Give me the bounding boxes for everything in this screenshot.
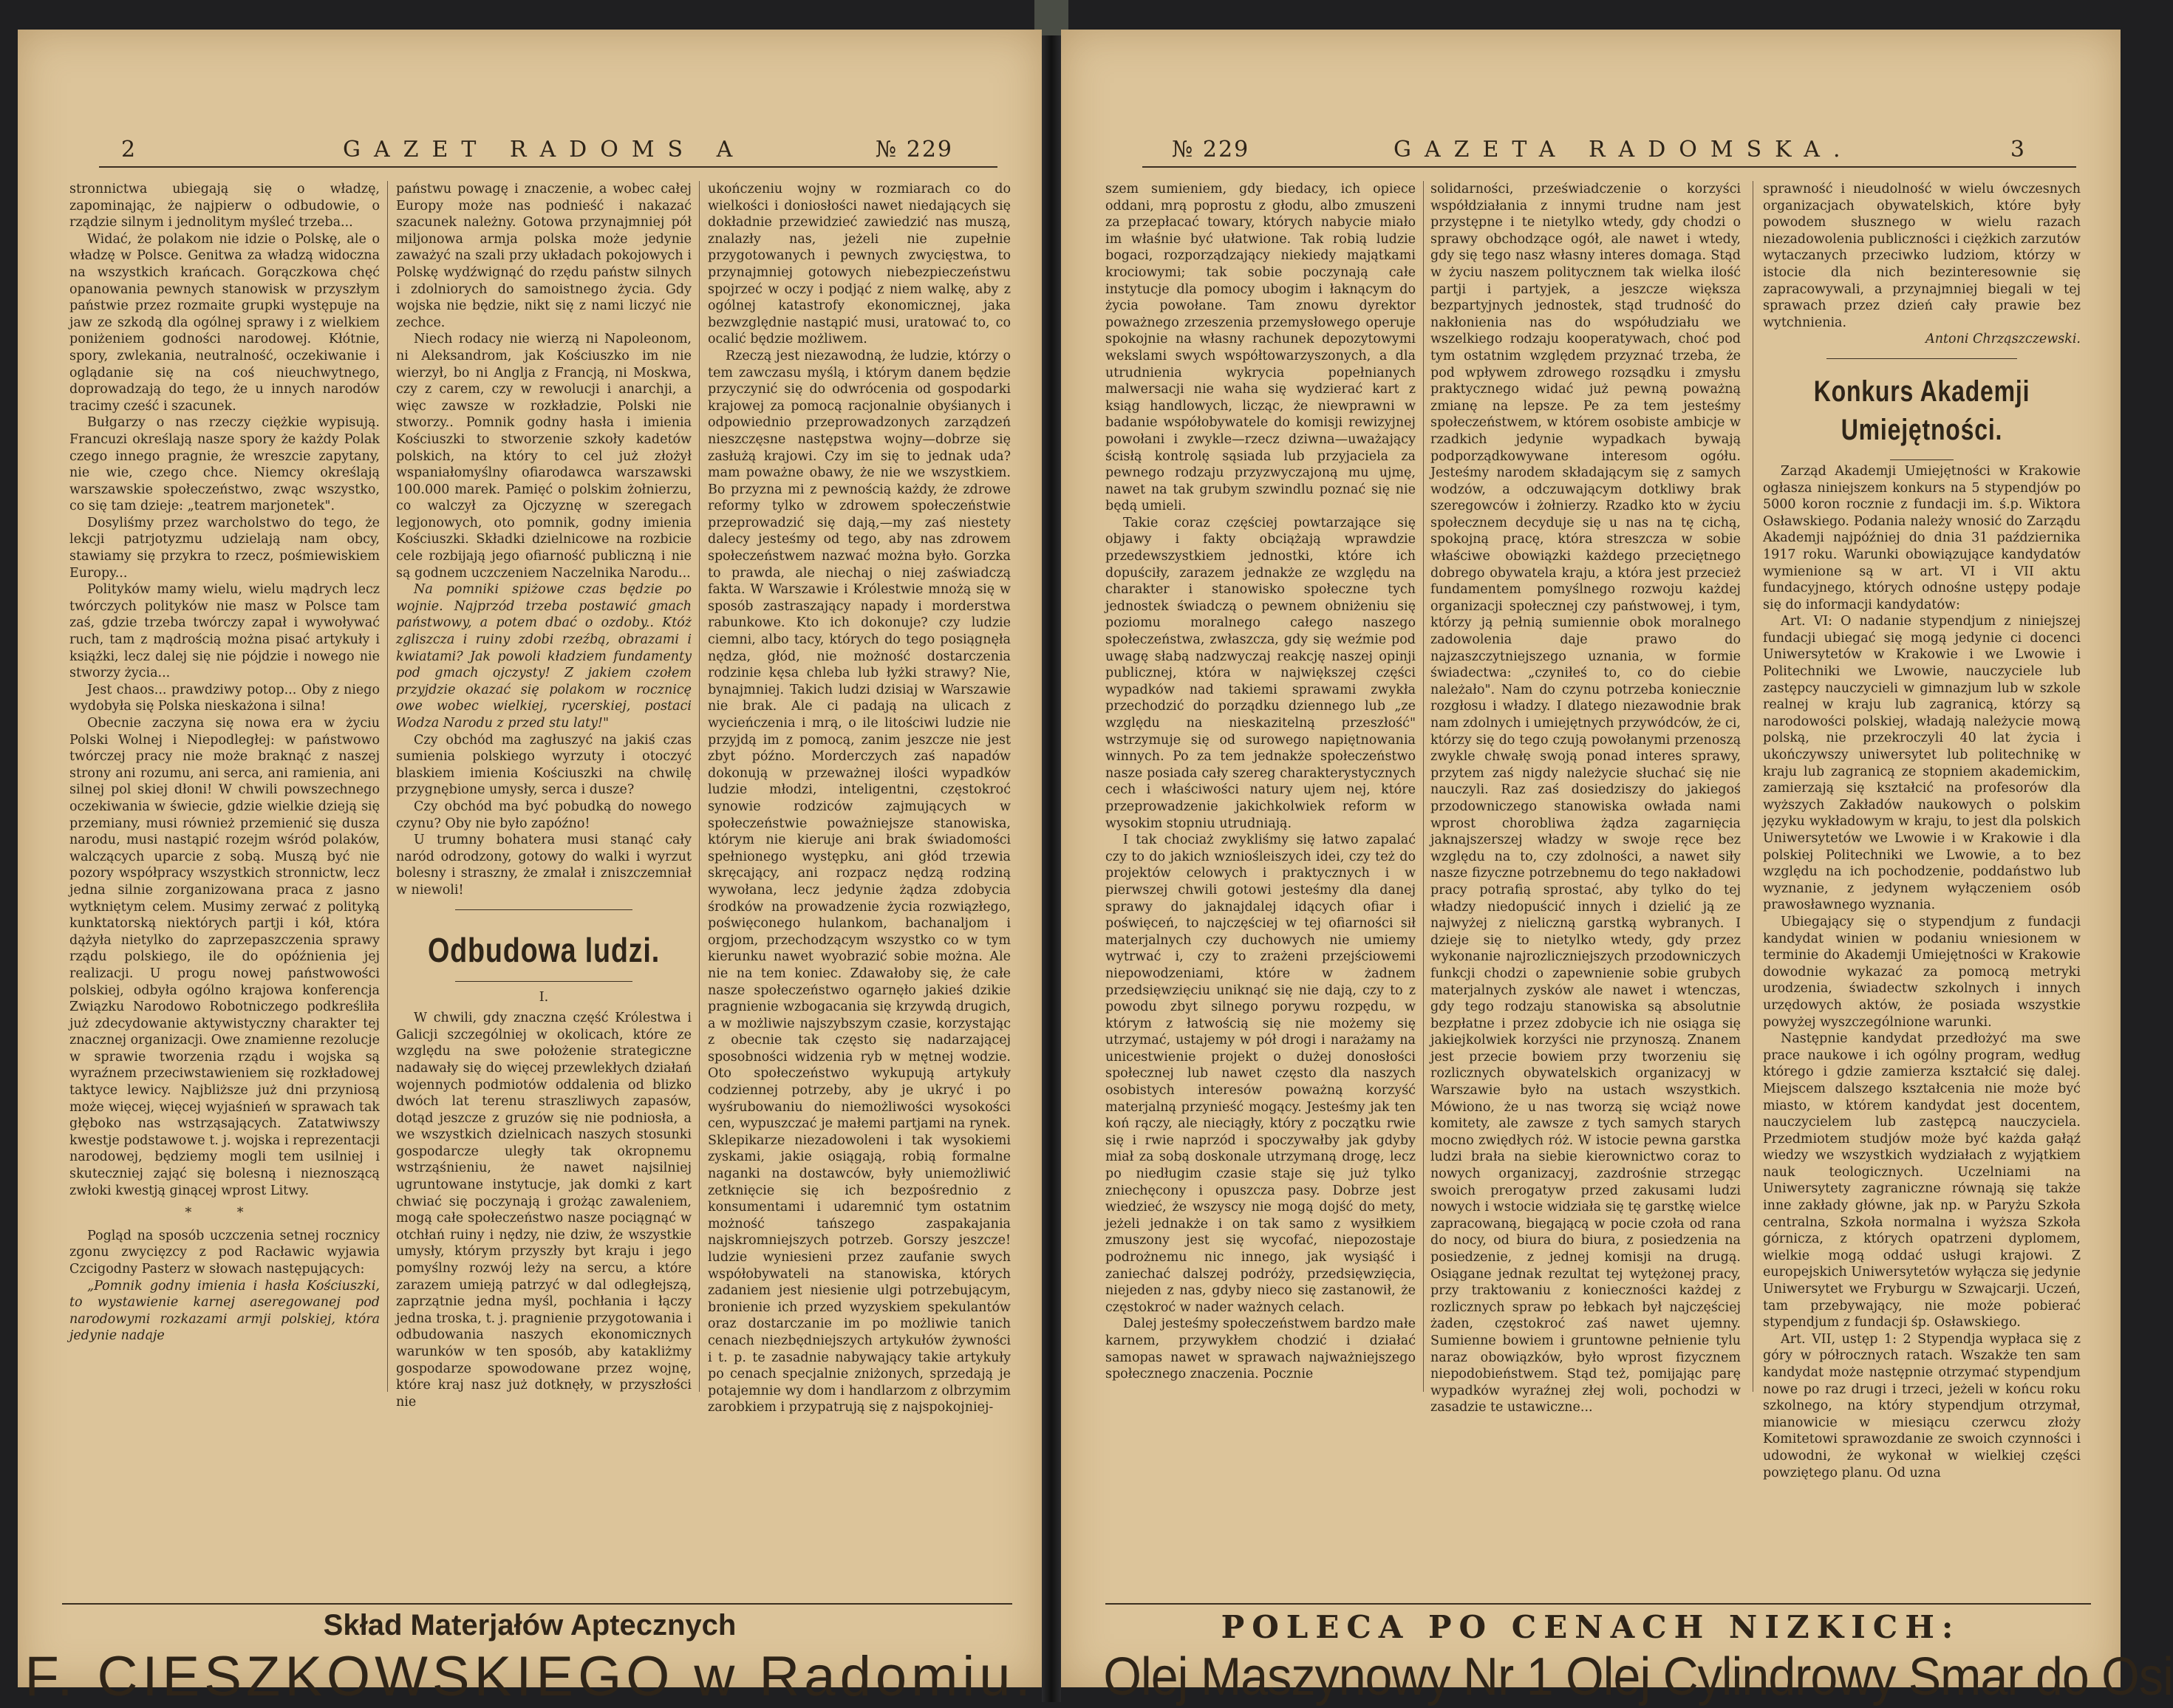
- advertisement-subtitle: Skład Materjałów Aptecznych: [323, 1609, 737, 1642]
- advertisement-subtitle: POLECA PO CENACH NIZKICH:: [1221, 1609, 1961, 1645]
- paragraph: Polityków mamy wielu, wielu mądrych lecz twórczych polityków nie masz w Polsce tam zaś, gdzie trzeba twórczy zapał i wywoływać ruch, tam z mądrością można pisać artykuły i książki, lecz dalej się nie pójdzie i nowego nie stworzy życia...: [69, 582, 380, 681]
- paragraph: Art. VI: O nadanie stypendjum z niniejszej fundacji ubiegać się mogą jedynie ci docenci Uniwersytetów w Krakowie i we Lwowie i Politechniki we Lwowie, nauczyciele lub zastępcy nauczycieli w gimnazjum lub w szkole realnej w kraju lub zagranicą, którzy są narodowości polskiej, władają należycie mową polską, nie przekroczyli 40 lat życia i ukończywszy uniwersytet lub politechnikę w kraju lub zagranicą ze stopniem akademickim, zamierzają się kształcić na profesorów dla wyższych Zakładów naukowych o polskim języku wykładowym w kraju, to jest dla polskich Uniwersytetów we Lwowie i w Krakowie i dla polskiej Politechniki we Lwowie, a to bez względu na ich pochodzenie, poddaństwo lub wyznanie, z jedynem wyłączeniem osób prawosławnego wyznania.: [1763, 614, 2081, 913]
- paragraph: Zarząd Akademji Umiejętności w Krakowie ogłasza niniejszem konkurs na 5 stypendjów po 5000 koron rocznie z fundacji im. ś.p. Wiktora Osławskiego. Podania należy wnosić do Zarządu Akademji najpóźniej do dnia 31 października 1917 roku. Warunki obowiązujące kandydatów wymienione są w art. VI i VII aktu fundacyjnego, których odnośne ustępy podaje się do informacji kandydatów:: [1763, 463, 2081, 612]
- newspaper-title: GAZET RADOMS A: [343, 137, 746, 163]
- paragraph: Art. VII, ustęp 1: 2 Stypendja wypłaca się z góry w półrocznych ratach. Wszakże ten sam kandydat może następnie otrzymać stypendjum nowe po raz drugi i trzeci, jeżeli w końcu roku szkolnego, na który stypendjum otrzymał, mianowicie w miesiącu czerwcu złoży Komitetowi sprawozdanie ze swoich czynności i udowodni, że wykonał w wielkiej części powziętego planu. Od uzna: [1763, 1331, 2081, 1480]
- paragraph: sprawność i nieudolność w wielu ówczesnych organizacjach obywatelskich, które były powodem słusznego w wielu razach niezadowolenia publiczności i ciężkich zarzutów wytaczanych przeciwko ludziom, którzy w istocie dla nich bezinteresownie się zapracowywali, a przynajmniej biegali w tej sprawach przez dzień cały prawie bez wytchnienia.: [1763, 182, 2081, 330]
- advertisement-rule: [62, 1603, 1012, 1605]
- headline-rule: [455, 909, 632, 910]
- text-column: [1430, 181, 1741, 1415]
- paragraph: U trumny bohatera musi stanąć cały naród odrodzony, gotowy do walki i wyrzut bolesny i straszny, że zmalał i zniszczemniał w niewoli!: [396, 833, 692, 898]
- paragraph: Widać, że polakom nie idzie o Polskę, ale o władzę w Polsce. Genitwa za władzą widoczna na wszystkich krańcach. Gorączkowa chęć opanowania pewnych stanowisk w przyszłym państwie przez rozmaite grupki występuje na jaw ze szkodą dla ogólnej sprawy i z wielkiem poniżeniem godności narodowej. Kłótnie, spory, zwlekania, neutralność, oczekiwanie i oglądanie się na coś nieuchwytnego, doprowadzają do tego, że u innych narodów tracimy cześć i szacunek.: [69, 231, 380, 414]
- paragraph: Następnie kandydat przedłożyć ma swe prace naukowe i ich ogólny program, według którego i gdzie zamierza kształcić się dalej. Miejscem dalszego kształcenia nie może być miasto, w którem kandydat jest docentem, nauczycielem lub zastępcą nauczyciela. Przedmiotem studjów może być każda gałąź wiedzy we wszystkich wydziałach z wyjątkiem nauk teologicznych. Uczelniami na Uniwersytety zagraniczne równają się także inne zakłady główne, jak np. w Paryżu Szkoła centralna, Szkoła normalna i wyższa Szkoła górnicza, z których opatrzeni dyplomem, wielkie mogą oddać usługi krajowi. Z europejskich Uniwersytetów wyłącza się jedynie Uniwersytet we Fryburgu w Szwajcarji. Uczeń, tam przebywający, nie może pobierać stypendjum z fundacji śp. Osławskiego.: [1763, 1031, 2081, 1330]
- paragraph: Dosyliśmy przez warcholstwo do tego, że lekcji patrjotyzmu udzielają nam obcy, stawiamy się przykra to rzecz, pośmiewiskiem Europy...: [69, 515, 380, 581]
- paragraph: Jest chaos... prawdziwy potop... Oby z niego wydobyła się Polska nieskażona i silna!: [69, 682, 380, 714]
- newspaper-title: GAZETA RADOMSKA.: [1393, 137, 1854, 163]
- advertisement-headline: Olej Maszynowy Nr 1 Olej Cylindrowy Smar do Osi: [1103, 1647, 2173, 1707]
- author-signature: Antoni Chrząszczewski.: [1925, 332, 2081, 347]
- paragraph: Ubiegający się o stypendjum z fundacji kandydat winien w podaniu wniesionem w terminie do Akademji Umiejętności w Krakowie dowodnie wykazać za pomocą metryki urodzenia, świadectw szkolnych i innych urzędowych aktów, że posiada wszystkie powyżej wyszczególnione warunki.: [1763, 914, 2081, 1030]
- column-rule: [387, 181, 388, 1392]
- paragraph: Pogląd na sposób uczczenia setnej rocznicy zgonu zwycięzcy z pod Racławic wyjawia Czcigodny Pasterz w słowach następujących:: [69, 1228, 380, 1277]
- paragraph: W chwili, gdy znaczna część Królestwa i Galicji szczególniej w okolicach, które ze względu na swe położenie strategiczne nadawały się do więcej przewlekłych działań wojennych podmiotów oddalenia od blizko dwóch lat terenu straszliwych zapasów, dotąd jeszcze z gruzów się nie podniosła, a we wszystkich dzielnicach naszych stosunki gospodarcze uległy tak okropnemu wstrząśnieniu, że nawet najsilniej ugruntowane instytucje, jak domki z kart chwiać się poczynają i grożąc zawaleniem, mogą całe społeczeństwo nasze pociągnąć w otchłań ruiny i nędzy, nie dziw, że wszystkie umysły, którym przyszły byt kraju i jego pomyślny rozwój leży na sercu, a które zarazem umieją patrzyć w dal odległejszą, zaprzątnie jedna myśl, pochłania i łączy jedna troska, t. j. pragnienie przygotowania i odbudowania naszych ekonomicznych warunków w ten sposób, aby katakliżmy gospodarze spowodowane przez wojnę, które kraj nasz już dotknęły, w przyszłości nie: [396, 1011, 692, 1410]
- article-headline: Odbudowa ludzi.: [427, 930, 661, 969]
- section-number: I.: [539, 989, 549, 1005]
- paragraph: Czy obchód ma być pobudką do nowego czynu? Oby nie było zapóźno!: [396, 799, 692, 831]
- page-number: 3: [2010, 137, 2024, 163]
- paragraph: szem sumieniem, gdy biedacy, ich opiece oddani, mrą poprostu z głodu, albo zmuszeni za przepłacać towary, których nabycie miało im właśnie być ułatwione. Tak robią ludzie bogaci, rozporządzający niekiedy majątkami krociowymi; tak sobie poczynają całe instytucje dla pomocy ubogim i łaknącym do życia powołane. Tam znowu dyrektor poważnego zrzeszenia przemysłowego operuje spokojnie na własny rachunek depozytowymi wekslami swych współtowarzyszonych, a dla utrudnienia wykrycia popełnianych malwersacji nie waha się wydzierać kart z ksiąg handlowych, licząc, że niewprawni w badanie współobywatele do komisji rewizyjnej powołani i zwykle—rzecz dziwna—uważający ścisłą kontrolę sąsiada lub przyjaciela za pewnego rodzaju przyzwyczajoną mu ujmę, nawet na tak grubym szwindlu poznać się nie będą umieli.: [1105, 182, 1416, 514]
- headline-rule: [455, 981, 632, 982]
- page-number: 2: [121, 137, 136, 163]
- paragraph: Takie coraz częściej powtarzające się objawy i fakty obciążają wprawdzie przedewszystkiem jednostki, które ich dopuściły, zarazem jednakże ze względu na charakter i stanowisko społeczne tych jednostek świadczą o pewnem obniżeniu się poziomu moralnego całego naszego społeczeństwa, zwłaszcza, gdy się weźmie pod uwagę słabą nadzwyczaj reakcję naszej opinji publicznej, która w największej części wypadków nad takiemi sprawami zwykła przechodzić do porządku dziennego lub „ze względu na nieskazitelną przeszłość" wstrzymuje się od surowego napiętnowania winnych. Po za tem jednakże społeczeństwo nasze posiada cały szereg charakterystycznych cech i właściwości natury ujem nej, które przeprowadzenie jakichkolwiek reform w wysokim stopniu utrudniają.: [1105, 515, 1416, 831]
- headline-rule: [1826, 358, 2017, 359]
- paragraph: Czy obchód ma zagłuszyć na jakiś czas sumienia polskiego wyrzuty i otoczyć blaskiem imienia Kościuszki na chwilę przygnębione umysły, serca i dusze?: [396, 732, 692, 798]
- article-headline: [1795, 372, 2049, 449]
- text-column: [1105, 181, 1416, 1392]
- text-column: [69, 181, 380, 1392]
- column-rule: [699, 181, 700, 1392]
- text-column: [708, 181, 1011, 1415]
- issue-number: № 229: [875, 137, 953, 163]
- left-page: [18, 30, 1042, 1708]
- quote-paragraph: „Pomnik godny imienia i hasła Kościuszki, to wystawienie karnej aseregowanej pod narodowymi rozkazami armji polskiej, która jedynie nadaje: [69, 1278, 380, 1344]
- binding-gutter: [1042, 0, 1061, 1702]
- page-header: [1142, 122, 2076, 168]
- paragraph: stronnictwa ubiegają się o władzę, zapominając, że najpierw o odbudowie, o rządzie silnym i jednolitym myśleć trzeba...: [69, 182, 380, 230]
- page-header: [99, 122, 997, 168]
- paragraph: Na pomniki spiżowe czas będzie po wojnie. Najprzód trzeba postawić gmach państwowy, a potem dbać o ozdoby.. Któż zgliszcza i ruiny zdobi rzeźbą, obrazami i kwiatami? Jak powoli kładziem fundamenty pod gmach ojczysty! Z jakiem czołem przyjdzie okazać się polakom w rocznicę owe wobec wielkiej, rycerskiej, postaci Wodza Narodu z przed stu laty!": [396, 582, 692, 731]
- text-column: [396, 181, 692, 1410]
- issue-number: № 229: [1172, 137, 1250, 163]
- paragraph: Niech rodacy nie wierzą ni Napoleonom, ni Aleksandrom, jak Kościuszko im nie wierzył, bo ni Anglja z Francją, ni Moskwa, czy z carem, czy w rewolucji i anarchji, a więc zawsze w rozkładzie, Polski nie stworzy.. Pomnik godny hasła i imienia Kościuszki to stworzenie szkoły kadetów polskich, na który to cel już złożył wspaniałomyślny ofiarodawca warszawski 100.000 marek. Pamięć o polskim żołnierzu, co walczył za Ojczyznę w szeregach legjonowych, oto pomnik, godny imienia Kościuszki. Składki dzielnicowe na rozbicie cele rozbijają jego ofiarność publiczną i nie są godnem uczczeniem Naczelnika Narodu...: [396, 332, 692, 581]
- paragraph: Rzeczą jest niezawodną, że ludzie, którzy o tem zawczasu myślą, i którym danem będzie przyczynić się do odwrócenia od gospodarki krajowej za pomocą racjonalnie obyśianych i odpowiednio przeprowadzonych zarządzeń nieszczęsne następstwa wojny—dobrze się zasłużą krajowi. Czy im się to jednak uda? mam poważne obawy, że nie we wszystkiem. Bo przyzna mi z pewnością każdy, że zdrowe reformy tylko w zdrowem społeczeństwie przeprowadzić się dają,—my zaś niestety dalecy jesteśmy od tego, aby nas zdrowem społeczeństwem nazwać można było. Gorzka to prawda, ale niechaj o niej zaświadczą fakta. W Warszawie i Królestwie mnożą się w sposób zastraszający napady i morderstwa rabunkowe. Kto ich dokonuje? czy ludzie ciemni, albo tacy, których do tego posiągnęła nędza, głód, nie możność dostarczenia rodzinie kęsa chleba lub łyżki strawy? Nie, bynajmniej. Takich ludzi dzisiaj w Warszawie nie brak. Ale ci padają na ulicach z wycieńczenia i mrą, o ile litościwi ludzie nie przyjdą im z pomocą, zanim jeszcze nie jest zbyt późno. Morderczych zaś napadów dokonują w przeważnej ilości wypadków ludzie młodzi, inteligentni, częstokroć synowie rodziców zajmujących w społeczeństwie poważniejsze stanowiska, którym nie kieruje ani brak świadomości spełnionego występku, ani głód trzewia skręcający, ani rozpacz nędzą rodziną wywołana, lecz jedynie żądza zdobycia środków na prowadzenie życia rozwiązłego, poświęconego hulankom, bachanaljom i orgjom, przechodzącym wszystko co w tym kierunku nawet wyobrazić sobie można. Ale nie na tem koniec. Zdawałoby się, że całe nasze społeczeństwo ogarnęło jakieś dzikie pragnienie wzbogacania się krzywdą drugich, a w możliwie najszybszym czasie, korzystając z obecnie tak często się nadarzającej sposobności widzenia ryb w mętnej wodzie. Oto społeczeństwo wykupują artykuły codziennej potrzeby, aby je ukryć i po wyśrubowaniu do niemożliwości wysokości cen, wypuszczać je małemi partjami na rynek. Sklepikarze niezadowoleni i tak wysokiemi zyskami, jakie osiągają, robią formalne naganki na dostawców, były uniemożliwić zetknięcie się ich bezpośrednio z konsumentami i udaremnić tym ostatnim możność tańszego zaspakajania najskromniejszych potrzeb. Gorszy jeszcze! ludzie wyniesieni przez zaufanie swych współobywateli na stanowiska, których zadaniem jest niesienie ulgi potrzebującym, bronienie ich przed wyzyskiem spekulantów oraz dostarczanie im po możliwie tanich cenach niezbędniejszych artykułów żywności i t. p. te zasadnie nabywający takie artykuły po cenach specjalnie zniżonych, sprzedają je potajemnie wy dom i handlarzom z olbrzymim zarobkiem i przypatrują się z najspokojniej-: [708, 348, 1011, 1415]
- column-rule: [1423, 181, 1424, 1392]
- advertisement-headline: F. CIESZKOWSKIEGO w Radomiu.: [24, 1645, 1035, 1708]
- section-separator: * *: [185, 1206, 265, 1221]
- paragraph: Obecnie zaczyna się nowa era w życiu Polski Wolnej i Niepodległej: w państwowo twórczej pracy nie może braknąć z naszej strony ani rozumu, ani serca, ani ramienia, ani silnej pol skiej dłoni! W chwili powszechnego oczekiwania w świecie, gdzie wielkie dzieją się przemiany, musi również przemienić się dusza narodu, musi nastąpić rozejm wśród polaków, walczących uparcie z sobą. Muszą być nie pozory współpracy wszystkich stronnictw, lecz jedna silnie zorganizowana praca z jasno wytkniętym celem. Musimy zerwać z polityką kunktatorską niektórych partji i kół, która dążyła nietylko do zaprzepaszczenia sprawy rządu polskiego, ile do opóźnienia jej realizacji. U progu nowej państwowości polskiej, odbyła ogólno krajowa konferencja Związku Narodowo Robotniczego podkreśliła już zdecydowanie aktywistyczny charakter tej znacznej organizacji. Owe znamienne rezolucje w sprawie tworzenia rządu i wojska są wyraźnem przeciwstawieniem się rozkładowej taktyce lewicy. Najbliższe już dni przyniosą może więcej, więcej wyjaśnień w sprawach tak głęboko nas wstrząsających. Zatatwiwszy kwestje podstawowe t. j. wojska i reprezentacji narodowej, będziemy mogli tem usilniej i skuteczniej zająć się bolesną i nieznoszącą zwłoki kwestją ginącej wprost Litwy.: [69, 716, 380, 1198]
- advertisement-rule: [1105, 1603, 2091, 1605]
- right-page: [1061, 30, 2173, 1707]
- paragraph: ukończeniu wojny w rozmiarach co do wielkości i doniosłości nawet niedających się dokładnie przewidzieć zawiedzić nas muszą, znalazły nas, jeżeli nie zupełnie przygotowanych i pewnych zwycięstwa, to przynajmniej gotowych niebezpieczeństwu spojrzeć w oczy i podjąć z niem walkę, aby z ogólnej katastrofy ekonomicznej, jaka bezwzględnie nastąpić musi, uratować to, co ocalić będzie możliwem.: [708, 182, 1011, 347]
- paragraph: solidarności, przeświadczenie o korzyści współdziałania z innymi trudne nam jest przystępne i te nietylko wtedy, gdy chodzi o sprawy obchodzące ogół, ale nawet i wtedy, gdy się tego nasz własny interes domaga. Stąd w życiu naszem politycznem tak wielka ilość partji i partyjek, a jeszcze większa bezpartyjnych jednostek, stąd trudność do nakłonienia nas do współudziału we wszelkiego rodzaju kooperatywach, choć pod tym ostatnim względem przyznać trzeba, że pod wpływem zdrowego rozsądku i zmysłu praktycznego widać już pewną poważną zmianę na lepsze. Pe za tem jesteśmy społeczeństwem, w którem osobiste ambicje w rzadkich jedynie wypadkach bywają podporządkowywane interesom ogółu. Jesteśmy narodem składającym się z samych wodzów, a odczuwającym dotkliwy brak szeregowców i żołnierzy. Rzadko kto w życiu społecznem decyduje się u nas na tę cichą, spokojną pracę, która streszcza w sobie właściwe obowiązki każdego przeciętnego dobrego obywatela kraju, a która jest przecież fundamentem pomyślnego rozwoju każdej organizacji społecznej czy państwowej, i tym, którzy ją pełnią sumiennie obok moralnego zadowolenia daje prawo do najzaszczytniejszego uznania, w formie świadectwa: „czyniłeś to, co do ciebie należało". Nam do czynu potrzeba koniecznie rozgłosu i władzy. I dlatego niezawodnie brak nam zdolnych i umiejętnych przywódców, że ci, którzy się do tego czują powołanymi przenoszą zwykle chwałę swoją ponad interes sprawy, przytem zaś nigdy należycie słuchać się nie nauczyli. Raz zaś dosiedziszy do jakiegoś przodowniczego stanowiska owłada nami wprost chorobliwa żądza zagarnięcia jaknajszerszej władzy w swoje ręce bez względu na to, czy zdolności, a nawet siły nasze fizyczne potrzebnemu do tego nakładowi pracy potrafią sprostać, aby tylko do tej władzy niedopuścić innych i dzielić ją ze najwyżej z nieliczną garstką wybranych. I dzieje się to nietylko wtedy, gdy przez wykonanie najrozliczniejszych przodowniczych funkcji chodzi o zapewnienie sobie grubych materjalnych zysków ale nawet i wtenczas, gdy tego rodzaju stanowiska są absolutnie bezpłatne i przez zdobycie ich nie osiąga się jakiejkolwiek korzyści nie przynoszą. Znanem jest przecie bowiem przy tworzeniu się rozlicznych obywatelskich organizacyj w Warszawie było na ustach wszystkich. Mówiono, że u nas tworzą się wciąż nowe komitety, ale zawsze z tych samych starych mocno zwiędłych róż. W istocie pewna garstka ludzi brała na siebie kierownictwo coraz to nowych organizacyj, zazdrośnie strzegąc swoich prerogatyw przed zakusami ludzi nowych i wstocie widziała się tę garstkę wielce zapracowaną, biegającą w pocie czoła od rana do nocy, od biura do biura, z posiedzenia na posiedzenie, z jednej komisji na drugą. Osiągane jednak rezultat tej wytężonej pracy, przy traktowaniu z konieczności każdej z rozlicznych spraw po łebkach był najczęściej żaden, częstokroć zaś nawet ujemny. Sumienne bowiem i gruntowne pełnienie tylu naraz obowiązków, było wprost fizycznem niepodobieństwem. Stąd też, pomijając parę wypadków wyraźnej złej woli, pochodzi w zasadzie te ustawiczne...: [1430, 182, 1741, 1415]
- paragraph: Bułgarzy o nas rzeczy ciężkie wypisują. Francuzi określają nasze spory że każdy Polak czego innego pragnie, że wreszcie zapytany, nie wie, czego chce. Niemcy określają warszawskie społeczeństwo, zwąc wszystko, co się tam dzieje: „teatrem marjonetek".: [69, 415, 380, 514]
- paragraph: I tak chociaż zwykliśmy się łatwo zapalać czy to do jakich wzniośleiszych idei, czy też do projektów celowych i praktycznych i w pierwszej chwili gotowi jesteśmy dla danej sprawy do jaknajdalej idących ofiar i poświęceń, to najczęściej w tej ofiarności sił materjalnych czy duchowych nie umiemy wytrwać i, czy to zrażeni przejściowemi niepowodzeniami, które w żadnem przedsięwzięciu uniknąć się nie dają, czy to z powodu zbyt silnego porywu rozpędu, w którym z łatwością się nie możemy się utrzymać, ustajemy w pół drogi i narażamy na unicestwienie projekt o dużej donosłości społecznej lub nawet często dla naszych osobistych interesów poważną korzyść materjalną przynieść mogący. Jesteśmy jak ten koń rączy, ale nieciągły, który z początku rwie się i rwie naprzód i spoczywałby jak gdyby miał za sobą doskonale utrzymaną drogę, lecz po niedługim czasie staje się już tylko zniechęcony i opuszcza pasy. Dobrze jest wiedzieć, że wszyscy nie mogą dojść do mety, jeżeli jednakże i on tak samo z wysiłkiem zmuszony jest się wycofać, niepozostaje podrożnemu nic innego, jak wysiąść i zaniechać dalszej podróży, przedsięwzięcia, niejeden z nas, gdyby nieco się zastanowił, że częstokroć w nader ważnych celach.: [1105, 833, 1416, 1315]
- paragraph: państwu powagę i znaczenie, a wobec całej Europy może nas podnieść i nakazać szacunek należny. Gotowa przynajmniej pół miljonowa armja polska może jedynie zaważyć na szali przy układach pokojowych i Polskę wydźwignąć do rzędu państw silnych i zdolniorych do samoistnego życia. Gdy wojska nie będzie, nikt się z nami liczyć nie zechce.: [396, 182, 692, 330]
- paragraph: Dalej jesteśmy społeczeństwem bardzo małe karnem, przywykłem chodzić i działać samopas nawet w sprawach najważniejszego społecznego znaczenia. Pocznie: [1105, 1316, 1416, 1382]
- text-column: [1763, 181, 2081, 1480]
- headline-line-1: Konkurs Akademji: [1813, 375, 2030, 408]
- headline-line-2: Umiejętności.: [1841, 413, 2003, 446]
